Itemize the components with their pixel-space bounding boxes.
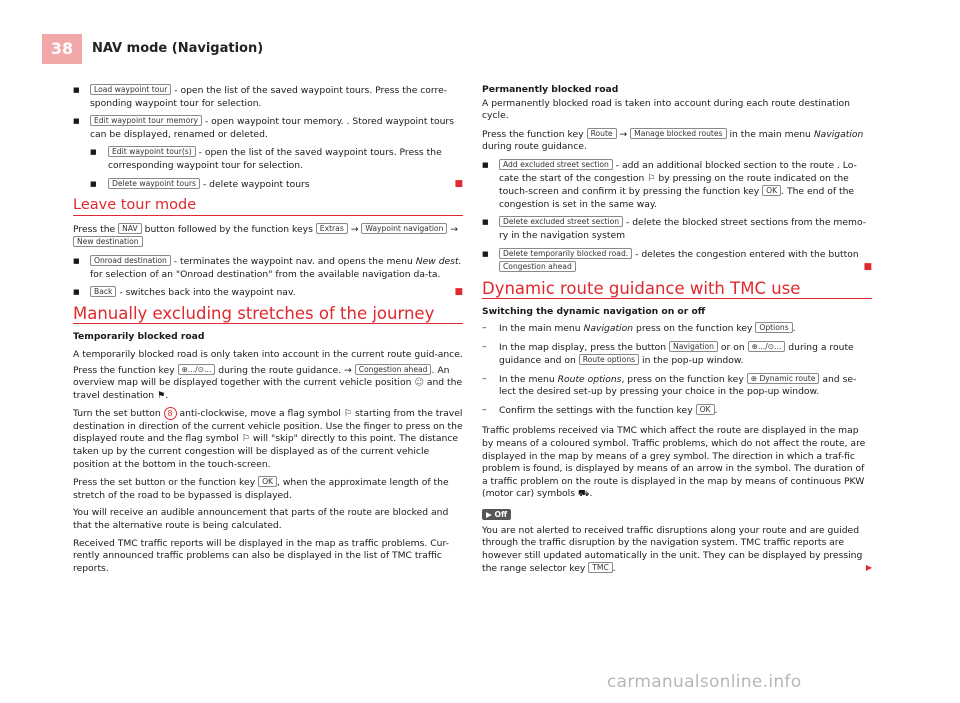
dynamic-route-key: ⊕ Dynamic route <box>747 373 820 384</box>
paragraph: Press the NAV button followed by the function keys Extras → Waypoint navigation → New destination <box>73 223 459 247</box>
dash-marker: – <box>482 372 487 384</box>
load-waypoint-tour-key: Load waypoint tour <box>90 84 171 95</box>
paragraph: A permanently blocked road is taken into account during each route destination cycle. <box>482 97 850 122</box>
paragraph: You will receive an audible announcement that parts of the route are blocked and that the alternative route is being calculated. <box>73 507 449 532</box>
dash-marker: – <box>482 321 487 333</box>
list-item: ■ Delete temporarily blocked road. - deletes the congestion entered with the button Congestion ahead ■ <box>482 248 872 273</box>
tmc-key: TMC <box>588 562 613 573</box>
navigation-key: Navigation <box>669 341 718 352</box>
list-item: ■ Back - switches back into the waypoint nav. ■ <box>73 287 463 299</box>
finish-flag-icon: ⚑ <box>156 389 166 401</box>
ok-key: OK <box>762 185 781 196</box>
paragraph: Press the function key ⊕.../⊙... during the route guidance. → Congestion ahead . An overview map will be displayed together with the current vehicle position ☺ and the travel destination ⚑. <box>73 364 463 401</box>
list-item: – In the map display, press the button Navigation or on ⊕.../⊙... during a route guidance and on Route options in the pop-up window. <box>482 340 854 367</box>
bullet-icon: ■ <box>73 117 80 126</box>
section-title-tmc: Dynamic route guidance with TMC use <box>482 283 872 300</box>
right-column <box>482 84 872 581</box>
list-item: ■ Delete waypoint tours - delete waypoint tours ■ <box>90 178 463 190</box>
route-symbol-key: ⊕.../⊙... <box>178 364 216 375</box>
left-column <box>73 84 463 580</box>
section-end-icon: ■ <box>454 178 463 189</box>
paragraph: Turn the set button 8 anti-clockwise, move a flag symbol ⚐ starting from the travel destination in direction of the current vehicle position. Use the finger to press on the displayed route and the flag symbol ⚐ will "skip" directly to this point. The distance taken up by the current congestion will be displayed as of the current vehicle position at the bottom in the touch-screen. <box>73 408 463 470</box>
bullet-icon: ■ <box>482 160 489 169</box>
dash-marker: – <box>482 403 487 415</box>
section-end-icon: ■ <box>863 262 872 273</box>
extras-key: Extras <box>316 223 348 234</box>
add-excluded-street-section-key: Add excluded street section <box>499 159 613 170</box>
paragraph: Received TMC traffic reports will be displayed in the map as traffic problems. Cur-rently announced traffic problems can also be displayed in the list of TMC traffic reports. <box>73 537 449 574</box>
page-number: 38 <box>42 34 82 64</box>
subheading: Temporarily blocked road <box>73 331 205 343</box>
delete-excluded-street-section-key: Delete excluded street section <box>499 216 623 227</box>
list-item: ■ Onroad destination - terminates the waypoint nav. and opens the menu New dest. for selection of an "Onroad destination" from the available navigation da-ta. <box>73 255 462 280</box>
back-key: Back <box>90 286 116 297</box>
delete-waypoint-tours-key: Delete waypoint tours <box>108 178 200 189</box>
onroad-destination-key: Onroad destination <box>90 255 171 266</box>
bullet-icon: ■ <box>90 148 97 157</box>
list-item: ■ Delete excluded street section - delete the blocked street sections from the memo-ry in the navigation system <box>482 217 867 241</box>
bullet-icon: ■ <box>90 179 97 188</box>
watermark: carmanualsonline.info <box>607 672 802 692</box>
list-item: ■ Add excluded street section - add an additional blocked section to the route . Lo-cate the start of the congestion ⚐ by pressing on the route indicated on the touch-screen and confirm it by pressing the function key OK . The end of the congestion is set in the same way. <box>482 159 857 210</box>
bullet-icon: ■ <box>73 86 80 94</box>
nav-key: NAV <box>118 223 142 234</box>
bullet-icon: ■ <box>482 218 489 227</box>
congestion-ahead-key: Congestion ahead <box>355 364 432 375</box>
paragraph: A temporarily blocked road is only taken into account in the current route guid-ance. <box>73 348 463 360</box>
delete-temporarily-blocked-road-key: Delete temporarily blocked road. <box>499 248 632 259</box>
flag-icon: ⚐ <box>241 433 250 445</box>
car-icon: ⛟ <box>577 488 590 500</box>
list-item: ■ Edit waypoint tour memory - open waypoint tour memory. . Stored waypoint tours can be displayed, renamed or deleted. <box>73 116 454 140</box>
section-end-icon: ■ <box>454 287 463 298</box>
off-setting-label: ▶ Off <box>482 509 511 520</box>
waypoint-navigation-key: Waypoint navigation <box>361 223 447 234</box>
list-item: – In the menu Route options, press on the function key ⊕ Dynamic route and se-lect the desired set-up by pressing your choice in the pop-up window. <box>482 372 857 398</box>
congestion-ahead-key: Congestion ahead <box>499 261 576 272</box>
page-header <box>0 34 960 64</box>
ok-key: OK <box>696 404 715 415</box>
dash-marker: – <box>482 340 487 352</box>
manage-blocked-routes-key: Manage blocked routes <box>630 128 726 139</box>
paragraph: Traffic problems received via TMC which affect the route are displayed in the map by means of a coloured symbol. Traffic problems, which do not affect the route, are displayed in the map by means of a grey symbol. The direction in which a traf-fic problem is found, is displayed by means of an arrow in the symbol. The duration of a traffic problem on the route is displayed in the map by means of continuous PKW (motor car) symbols ⛟. <box>482 425 866 500</box>
paragraph: Press the function key Route → Manage blocked routes in the main menu Navigation during route guidance. <box>482 128 864 153</box>
vehicle-position-icon: ☺ <box>414 377 424 389</box>
paragraph <box>482 509 872 523</box>
list-item: ■ Load waypoint tour - open the list of the saved waypoint tours. Press the corre-sponding waypoint tour for selection. <box>73 85 448 109</box>
list-item: – Confirm the settings with the function key OK . <box>482 403 718 416</box>
edit-waypoint-tours-key: Edit waypoint tour(s) <box>108 146 196 157</box>
section-title-leave-tour: Leave tour mode <box>73 199 463 216</box>
new-destination-key: New destination <box>73 236 143 247</box>
subheading: Switching the dynamic navigation on or off <box>482 306 706 318</box>
flag-icon: ⚐ <box>647 172 656 184</box>
continue-arrow-icon: ▶ <box>865 563 872 573</box>
section-title-manual-exclude: Manually excluding stretches of the journey <box>73 308 463 325</box>
options-key: Options <box>755 322 792 333</box>
flag-icon: ⚐ <box>343 408 353 420</box>
paragraph: You are not alerted to received traffic disruptions along your route and are guided through the traffic disruption by the navigation system. TMC traffic reports are however still updated automatically in the unit. They can be displayed by pressing the range selector key TMC . ▶ <box>482 524 872 575</box>
chapter-title: NAV mode (Navigation) <box>92 41 264 56</box>
ok-key: OK <box>258 476 277 487</box>
bullet-icon: ■ <box>73 256 80 265</box>
route-key: Route <box>587 128 617 139</box>
list-item: – In the main menu Navigation press on the function key Options . <box>482 321 796 334</box>
bullet-icon: ■ <box>73 288 80 297</box>
edit-waypoint-tour-memory-key: Edit waypoint tour memory <box>90 115 202 126</box>
list-item: ■ Edit waypoint tour(s) - open the list of the saved waypoint tours. Press the corresponding waypoint tour for selection. <box>90 147 442 171</box>
paragraph: Press the set button or the function key OK , when the approximate length of the stretch of the road to be bypassed is displayed. <box>73 477 449 501</box>
set-button-number: 8 <box>164 407 177 420</box>
route-symbol-key: ⊕.../⊙... <box>748 341 786 352</box>
bullet-icon: ■ <box>482 249 489 258</box>
route-options-key: Route options <box>579 354 639 365</box>
subheading: Permanently blocked road <box>482 84 619 95</box>
